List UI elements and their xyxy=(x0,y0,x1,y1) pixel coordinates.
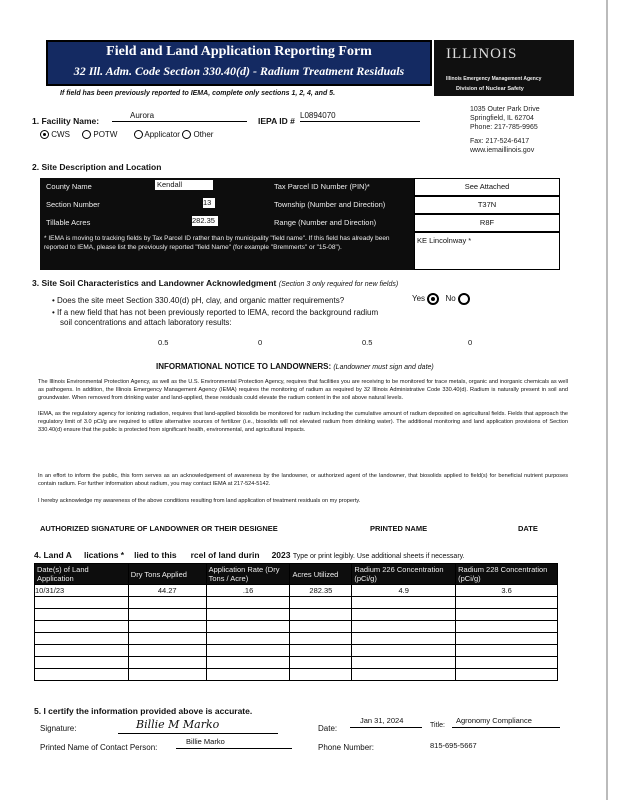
form-title: Field and Land Application Reporting Form xyxy=(106,44,372,59)
section3-header xyxy=(32,278,398,288)
parcel-id-label: Tax Parcel ID Number (PIN)* xyxy=(274,182,370,191)
table-cell[interactable] xyxy=(35,669,129,681)
table-cell[interactable]: 282.35 xyxy=(290,585,352,597)
table-row xyxy=(35,609,558,621)
table-cell[interactable] xyxy=(290,669,352,681)
agency-contact xyxy=(470,105,540,155)
table-cell[interactable] xyxy=(290,609,352,621)
notice-paragraph-3: In an effort to inform the public, this form serves as an acknowledgement of awareness by the landowner, or authorized agent of the landowner, that biosolids applied to field(s) for beneficial nutrient purposes contain radium. For further information about radium, you may contact IEMA at 217-524-5142. xyxy=(38,473,568,487)
table-cell[interactable] xyxy=(128,645,206,657)
table-cell[interactable] xyxy=(352,609,456,621)
table-cell[interactable] xyxy=(128,621,206,633)
soil-question-2: • If a new field that has not been previously reported to IEMA, record the background radium soil concentrations and attach laboratory results: xyxy=(52,308,379,327)
table-cell[interactable] xyxy=(352,621,456,633)
section2-label: 2. Site Description and Location xyxy=(32,162,162,172)
col-header-ra226: Radium 226 Concentration (pCi/g) xyxy=(352,564,456,585)
section4-label-b: lications * xyxy=(83,550,125,560)
table-cell[interactable] xyxy=(456,609,558,621)
notice-paragraph-2: IEMA, as the regulatory agency for ionizing radiation, requires that land-applied biosolids be monitored for radium including the cumulative amount of radium deposited on agricultural fields. Fields that approach the regulatory limit of 3.0 pCi/g are required to utilize alternative sources of fertilizer (i.e., biosolids will not elevated radium from drinking water). The additional monitoring and land application provisions of Section 330.40(d) ensure that the public is protected from significant health, environmental, and agricultural impacts. xyxy=(38,411,568,433)
soil-value-4: 0 xyxy=(468,338,473,347)
table-cell[interactable] xyxy=(206,657,290,669)
land-application-table xyxy=(34,563,558,681)
agency-web: www.iemaillinois.gov xyxy=(470,147,535,154)
notice-heading xyxy=(156,362,434,371)
table-cell[interactable] xyxy=(35,609,129,621)
section4-label-d: rcel of land durin xyxy=(190,550,260,560)
table-cell[interactable] xyxy=(290,657,352,669)
township-label: Township (Number and Direction) xyxy=(274,200,386,209)
col-header-date: Date(s) of Land Application xyxy=(35,564,129,585)
section4-label-a: 4. Land A xyxy=(34,550,72,560)
landowner-date-label: DATE xyxy=(518,524,538,533)
table-cell[interactable] xyxy=(456,657,558,669)
date-label: Date: xyxy=(318,724,338,733)
acres-label: Tillable Acres xyxy=(46,218,91,227)
section4-label-c: lied to this xyxy=(134,550,177,560)
date-field[interactable]: Jan 31, 2024 xyxy=(350,716,422,728)
table-cell[interactable] xyxy=(35,633,129,645)
county-field[interactable]: Kendall xyxy=(155,180,213,190)
table-cell[interactable] xyxy=(128,669,206,681)
table-cell[interactable] xyxy=(206,669,290,681)
title-label: Title: xyxy=(430,722,445,729)
col-header-ra228: Radium 228 Concentration (pCi/g) xyxy=(456,564,558,585)
table-cell[interactable]: 3.6 xyxy=(456,585,558,597)
landowner-signature-label: AUTHORIZED SIGNATURE OF LANDOWNER OR THEIR DESIGNEE xyxy=(40,524,278,533)
soil-question-1-text: Does the site meet Section 330.40(d) pH, clay, and organic matter requirements? xyxy=(57,296,345,305)
table-cell[interactable] xyxy=(128,597,206,609)
table-cell[interactable] xyxy=(456,669,558,681)
phone-label: Phone Number: xyxy=(318,743,375,752)
yes-radio[interactable] xyxy=(427,293,439,305)
applicator-radio[interactable] xyxy=(134,130,143,139)
soil-value-1: 0.5 xyxy=(158,338,169,347)
county-label: County Name xyxy=(46,182,92,191)
table-row xyxy=(35,657,558,669)
applicator-label: Applicator xyxy=(144,130,180,139)
iepa-id-field[interactable]: L0894070 xyxy=(300,111,420,122)
table-cell[interactable] xyxy=(35,597,129,609)
table-cell[interactable] xyxy=(128,657,206,669)
table-cell[interactable] xyxy=(352,633,456,645)
notice-paragraph-4: I hereby acknowledge my awareness of the above conditions resulting from land application of treatment residuals on my property. xyxy=(38,498,361,504)
table-row xyxy=(35,645,558,657)
cws-label: CWS xyxy=(51,130,70,139)
signature-label: Signature: xyxy=(40,724,77,733)
col-header-dry-tons: Dry Tons Applied xyxy=(128,564,206,585)
agency-phone: Phone: 217-785-9965 xyxy=(470,124,538,131)
table-header-row xyxy=(35,564,558,585)
table-row xyxy=(35,597,558,609)
table-cell[interactable] xyxy=(290,621,352,633)
section-number-field[interactable]: 13 xyxy=(203,198,215,208)
table-cell[interactable] xyxy=(128,609,206,621)
facility-name-field[interactable]: Aurora xyxy=(112,111,247,122)
col-header-acres: Acres Utilized xyxy=(290,564,352,585)
printed-name-label: Printed Name of Contact Person: xyxy=(40,743,158,752)
table-cell[interactable] xyxy=(206,597,290,609)
section4-instructions: Type or print legibly. Use additional sheets if necessary. xyxy=(292,553,465,560)
field-name-note: * IEMA is moving to tracking fields by Tax Parcel ID rather than by municipality "field name". If this field has already been reported to IEMA, please list the previously reported "field Name" (for example "Bremmerts" or "15-08"). xyxy=(44,235,390,251)
table-row xyxy=(35,585,558,597)
field-name-field[interactable]: KE Lincolnway * xyxy=(414,232,560,270)
table-cell[interactable] xyxy=(352,597,456,609)
table-cell[interactable] xyxy=(128,633,206,645)
other-radio[interactable] xyxy=(182,130,191,139)
agency-name: Illinois Emergency Management Agency xyxy=(446,76,542,82)
table-cell[interactable]: 10/31/23 xyxy=(35,585,129,597)
soil-value-2: 0 xyxy=(258,338,263,347)
cws-radio[interactable] xyxy=(40,130,49,139)
table-cell[interactable] xyxy=(456,633,558,645)
table-cell[interactable] xyxy=(456,621,558,633)
range-label: Range (Number and Direction) xyxy=(274,218,377,227)
iepa-id-label: IEPA ID # xyxy=(258,116,295,126)
table-cell[interactable] xyxy=(456,645,558,657)
section3-label: 3. Site Soil Characteristics and Landowner Acknowledgment xyxy=(32,278,277,288)
division-name: Division of Nuclear Safety xyxy=(456,86,524,92)
acres-field[interactable]: 282.35 xyxy=(192,216,218,226)
section4-header xyxy=(34,550,465,560)
col-header-app-rate: Application Rate (Dry Tons / Acre) xyxy=(206,564,290,585)
table-cell[interactable] xyxy=(35,645,129,657)
table-cell[interactable] xyxy=(352,645,456,657)
section4-year: 2023 xyxy=(271,550,291,560)
table-cell[interactable] xyxy=(290,633,352,645)
table-cell[interactable]: 44.27 xyxy=(128,585,206,597)
landowner-printed-name-label: PRINTED NAME xyxy=(370,524,428,533)
section5-label: 5. I certify the information provided above is accurate. xyxy=(34,706,253,716)
notice-title: INFORMATIONAL NOTICE TO LANDOWNERS: xyxy=(156,362,332,371)
soil-answer xyxy=(412,293,470,305)
table-cell[interactable]: 4.9 xyxy=(352,585,456,597)
signature-field[interactable]: Billie M Marko xyxy=(118,718,278,734)
table-cell[interactable] xyxy=(35,621,129,633)
township-field[interactable]: T37N xyxy=(414,196,560,214)
soil-question-2-text: If a new field that has not been previously reported to IEMA, record the background radium soil concentrations and attach laboratory results: xyxy=(57,308,379,327)
title-field[interactable]: Agronomy Compliance xyxy=(452,716,560,728)
table-cell[interactable] xyxy=(206,633,290,645)
section1-label: 1. Facility Name: xyxy=(32,116,100,126)
section3-note: (Section 3 only required for new fields) xyxy=(278,281,399,288)
form-subtitle: 32 Ill. Adm. Code Section 330.40(d) - Radium Treatment Residuals xyxy=(73,64,405,78)
potw-label: POTW xyxy=(93,130,118,139)
table-row xyxy=(35,669,558,681)
agency-address-2: Springfield, IL 62704 xyxy=(470,115,534,122)
printed-name-field[interactable]: Billie Marko xyxy=(176,737,292,749)
table-cell[interactable] xyxy=(352,669,456,681)
table-cell[interactable] xyxy=(206,645,290,657)
notice-paragraph-1: The Illinois Environmental Protection Agency, as well as the U.S. Environmental Protection Agency, requires that facilities you are receiving to be monitored for trace metals, organic and inorganic chemicals as well as pathogens. In addition, the Illinois Emergency Management Agency (IEMA) requires the monitoring of radium as required by 32 Illinois Administrative Code 330.40(d). Radium is naturally present in soil and groundwater. When removed from drinking water and land-applied, these residuals could elevate the radium content in the soil above natural levels. xyxy=(38,379,568,401)
table-cell[interactable] xyxy=(206,609,290,621)
other-label: Other xyxy=(193,130,214,139)
table-cell[interactable] xyxy=(352,657,456,669)
table-cell[interactable] xyxy=(456,597,558,609)
parcel-id-field[interactable]: See Attached xyxy=(414,178,560,196)
potw-radio[interactable] xyxy=(82,130,91,139)
no-label: No xyxy=(445,294,456,304)
soil-question-1: • Does the site meet Section 330.40(d) pH, clay, and organic matter requirements? xyxy=(52,296,345,305)
table-row xyxy=(35,633,558,645)
table-row xyxy=(35,621,558,633)
agency-fax: Fax: 217-524-6417 xyxy=(470,138,530,145)
range-field[interactable]: R8F xyxy=(414,214,560,232)
table-cell[interactable] xyxy=(206,621,290,633)
page-edge xyxy=(606,0,608,800)
agency-address-1: 1035 Outer Park Drive xyxy=(470,106,540,113)
notice-title-note: (Landowner must sign and date) xyxy=(333,364,434,371)
phone-field[interactable]: 815-695-5667 xyxy=(430,741,477,750)
facility-type-options xyxy=(40,130,213,139)
table-cell[interactable] xyxy=(290,645,352,657)
instruction-text: If field has been previously reported to IEMA, complete only sections 1, 2, 4, and 5. xyxy=(60,90,336,97)
no-radio[interactable] xyxy=(458,293,470,305)
table-cell[interactable] xyxy=(35,657,129,669)
table-cell[interactable] xyxy=(290,597,352,609)
table-cell[interactable]: .16 xyxy=(206,585,290,597)
logo-wordmark: ILLINOIS xyxy=(446,46,518,62)
section-number-label: Section Number xyxy=(46,200,100,209)
yes-label: Yes xyxy=(412,294,426,304)
soil-value-3: 0.5 xyxy=(362,338,373,347)
